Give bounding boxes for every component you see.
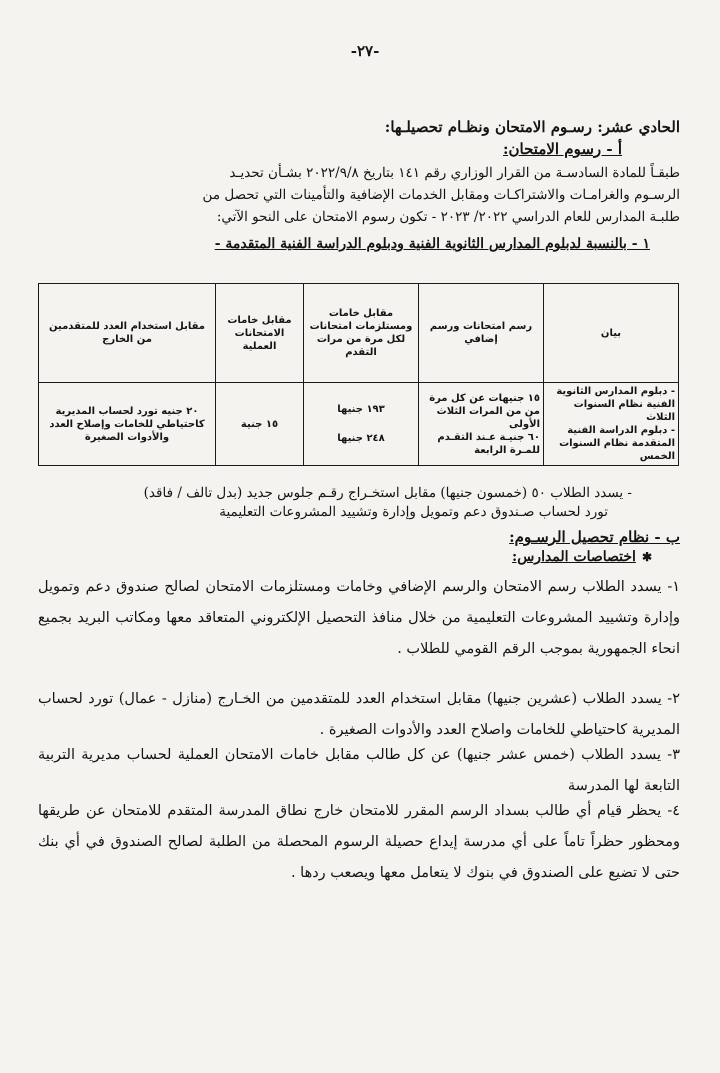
list-item: [38, 684, 680, 746]
section-title-text: الحادي عشر: رسـوم الامتحان ونظـام تحصيلـها:: [384, 118, 680, 136]
header-cell: رسم امتحانات ورسم إضافي: [419, 284, 544, 383]
tools-fee-cell: ٢٠ جنيه تورد لحساب المديرية كاحتياطي للخامات وإصلاح العدد والأدوات الصغيرة: [39, 383, 216, 466]
item-number: ٢-: [667, 691, 680, 707]
note-line: - يسدد الطلاب ٥٠ (خمسون جنيها) مقابل استخـراج رقـم جلوس جديد (بدل تالف / فاقد): [143, 485, 632, 501]
sub-b-title: ب - نظام تحصيل الرسـوم:: [509, 528, 680, 546]
table-row: [39, 383, 679, 466]
note-line: تورد لحساب صـندوق دعم وتمويل وإدارة وتشييد المشروعات التعليمية: [219, 504, 608, 520]
list-item: [38, 740, 680, 802]
section-title: [385, 118, 680, 136]
schools-title: [512, 549, 652, 565]
item-text: يسدد الطلاب (خمس عشر جنيها) عن كل طالب مقابل خامات الامتحان العملية لحساب مديرية التربية التابعة لها المدرسة: [38, 747, 680, 794]
item-number: ١-: [667, 579, 681, 595]
bayan-cell: [544, 383, 679, 466]
materials-fee-line: ١٩٣ جنيها: [337, 404, 385, 415]
intro-line: طبقـاً للمادة السادسـة من القرار الوزاري رقم ١٤١ بتاريخ ٢٠٢٢/٩/٨ بشـأن تحديـد: [229, 165, 680, 181]
materials-fee-cell: [304, 383, 419, 466]
schools-title-text: اختصاصات المدارس:: [512, 549, 636, 565]
bayan-line: - دبلوم الدراسة الفنية المتقدمة نظام السنوات الخمس: [559, 425, 675, 462]
practical-fee-cell: ١٥ جنية: [216, 383, 304, 466]
note-block: [32, 484, 632, 522]
table-header-row: [39, 284, 679, 383]
item-text: يسدد الطلاب رسم الامتحان والرسم الإضافي وخامات ومستلزمات الامتحان لصالح صندوق دعم وتمويل وإدارة وتشييد المشروعات التعليمية من خلال منافذ التحصيل الإلكتروني المتعاقد معها ومكاتب البريد بجميع انحاء الجمهورية بموجب الرقم القومي للطلاب .: [38, 579, 680, 657]
sub-a-title: أ - رسوم الامتحان:: [503, 140, 622, 158]
page-number: -٢٧-: [350, 42, 380, 60]
item-number: ٤-: [667, 803, 681, 819]
header-cell: مقابل خامات الامتحانات العملية: [216, 284, 304, 383]
item-text: يحظر قيام أي طالب بسداد الرسم المقرر للامتحان خارج نطاق المدرسة المتقدم للامتحان عن طريقها ومحظور حظراً تاماً على أي مدرسة إيداع حصيلة الرسوم المحصلة من الطلبة لصالح الصندوق في أي بنك حتى لا تضيع على الصندوق في بنوك لا يتعامل معها ويصعب ردها .: [38, 803, 680, 881]
fees-table: [38, 283, 679, 466]
list-item: [38, 796, 680, 889]
intro-line: الرسـوم والغرامـات والاشتراكـات ومقابل الخدمات الإضافية والتأمينات التي تحصل من: [202, 187, 680, 203]
item1-title: ١ - بالنسبة لدبلوم المدارس الثانوية الفنية ودبلوم الدراسة الفنية المتقدمة -: [214, 236, 650, 252]
exam-fee-cell: [419, 383, 544, 466]
exam-fee-line: ١٥ جنيهات عن كل مرة من من المرات الثلاث الأولى: [429, 392, 540, 430]
materials-fee-line: ٢٤٨ جنيها: [337, 433, 385, 444]
intro-line: طلبـة المدارس للعام الدراسي ٢٠٢٢/ ٢٠٢٣ - تكون رسوم الامتحان على النحو الآتي:: [216, 209, 680, 225]
item-number: ٣-: [667, 747, 680, 763]
exam-fee-line: ٦٠ جنيـة عـند التقـدم للمـرة الرابعة: [437, 431, 540, 456]
list-item: [38, 572, 680, 665]
header-cell: مقابل استخدام العدد للمتقدمين من الخارج: [39, 284, 216, 383]
star-bullet-icon: ✱: [641, 550, 652, 564]
header-cell: مقابل خامات ومستلزمات امتحانات لكل مرة من مرات التقدم: [304, 284, 419, 383]
intro-paragraph: [40, 162, 680, 228]
header-cell: بيان: [544, 284, 679, 383]
item-text: يسدد الطلاب (عشرين جنيها) مقابل استخدام العدد للمتقدمين من الخـارج (منازل - عمال) تورد لحساب المديرية كاحتياطي للخامات واصلاح العدد والأدوات الصغيرة .: [38, 691, 680, 738]
bayan-line: - دبلوم المدارس الثانوية الفنية نظام السنوات الثلاث: [556, 386, 675, 423]
